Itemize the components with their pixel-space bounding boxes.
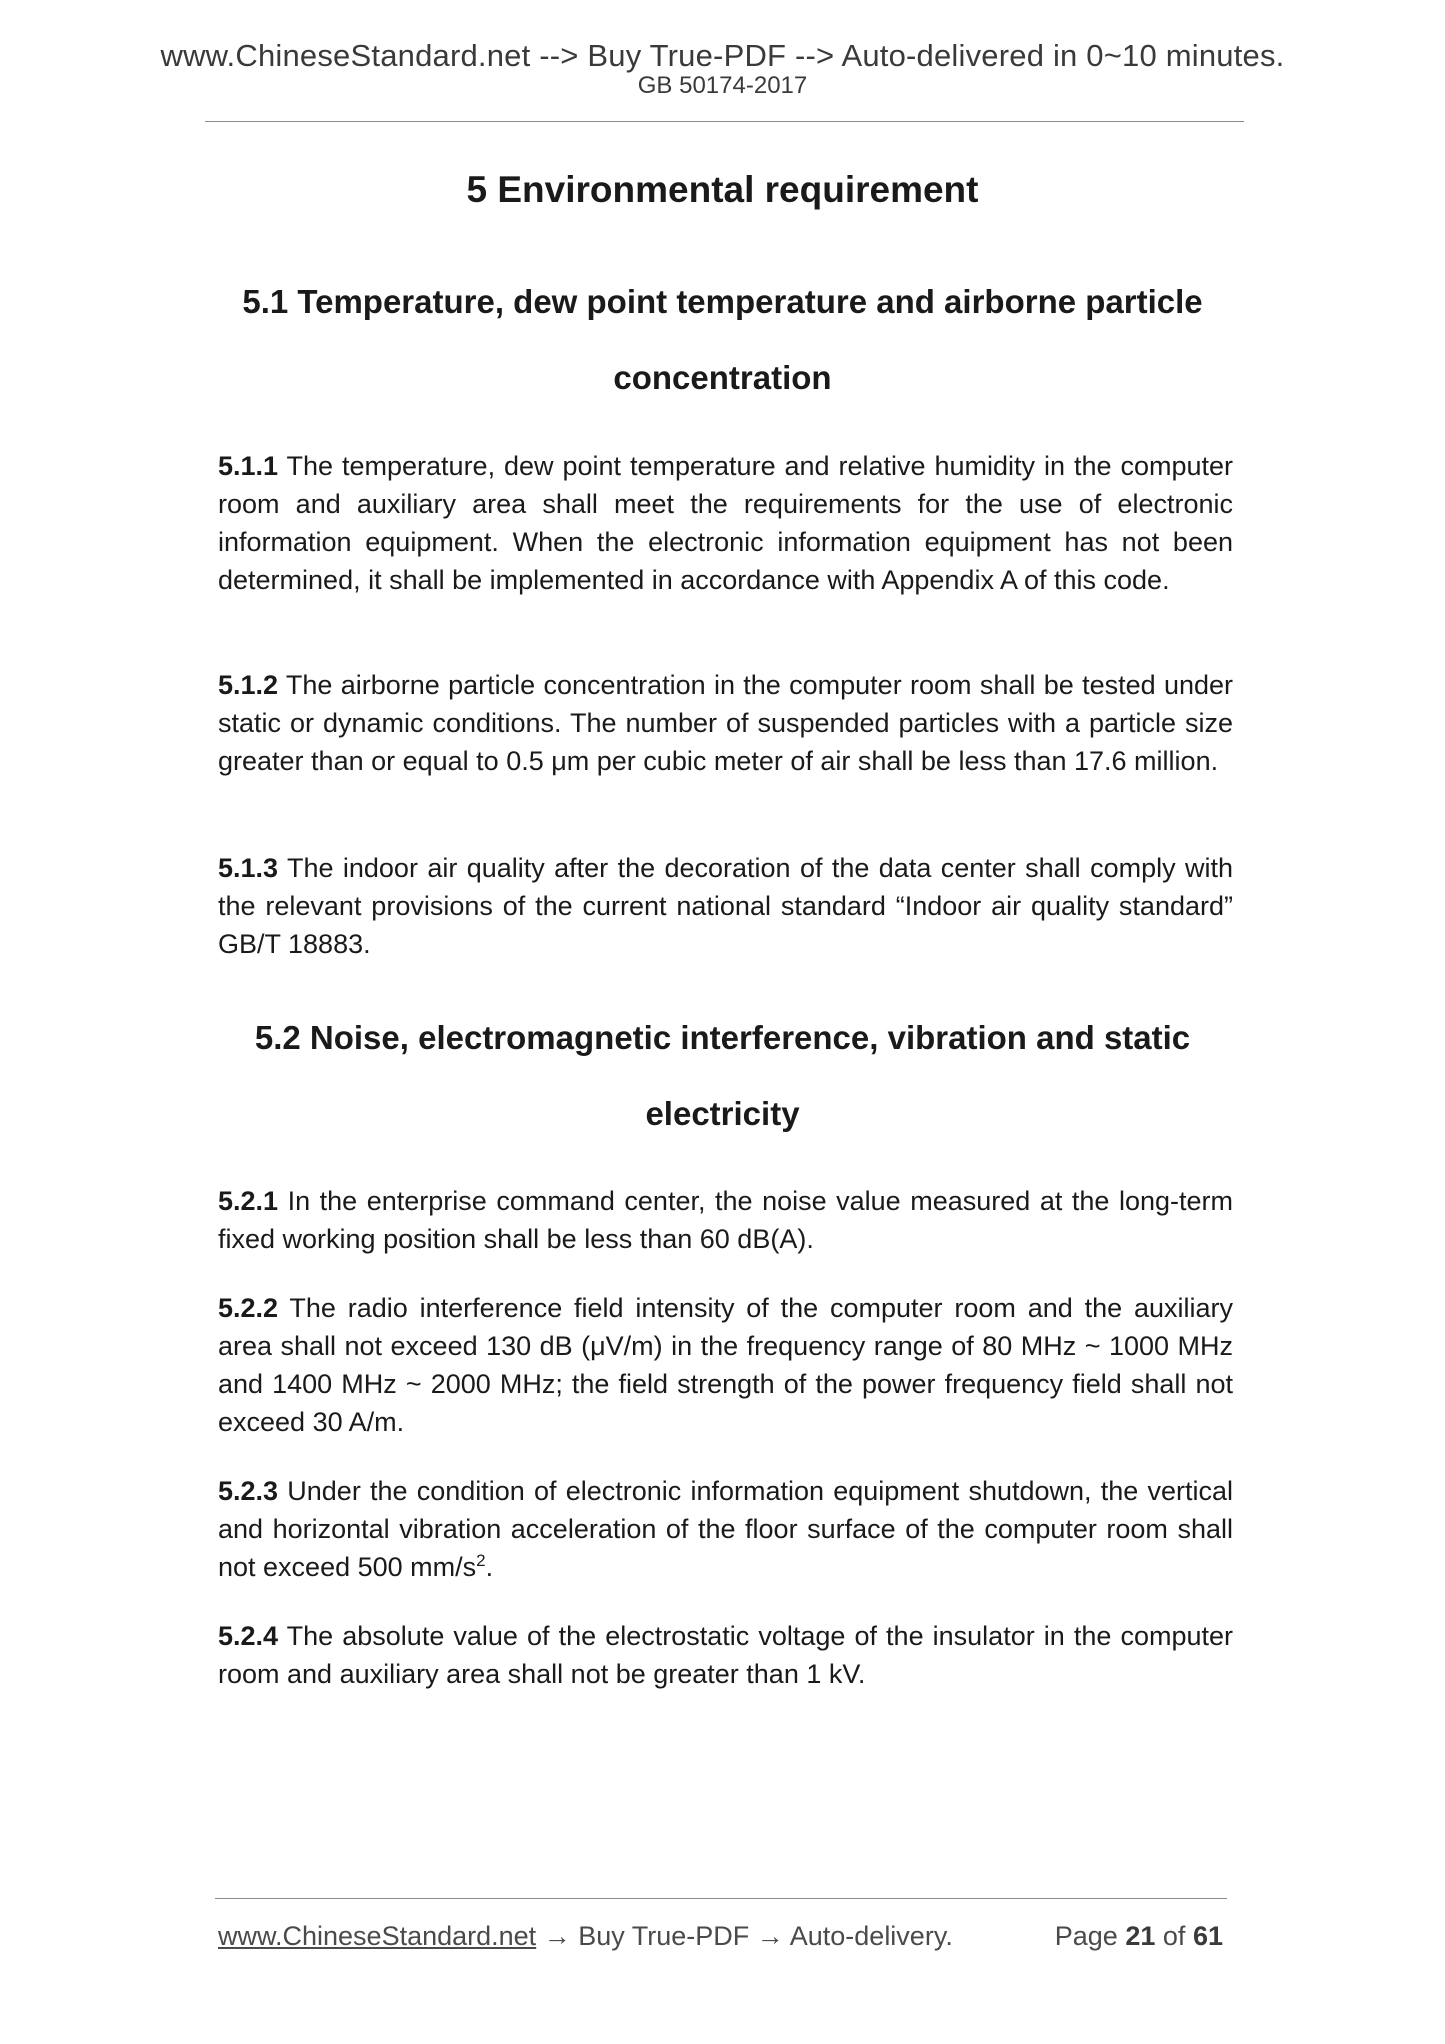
clause-number: 5.1.1 xyxy=(218,451,279,481)
clause-text: Under the condition of electronic information equipment shutdown, the vertical and horizontal vibration acceleration of the floor surface of the computer room shall not exceed 500 mm/s xyxy=(218,1476,1233,1582)
page-label: Page xyxy=(1054,1921,1118,1951)
clause-text: The temperature, dew point temperature and relative humidity in the computer room and auxiliary area shall meet the requirements for the use of electronic information equipment. When the electronic information equipment has not been determined, it shall be implemented in accordance with Appendix A of this code. xyxy=(218,451,1233,595)
footer-divider xyxy=(215,1898,1227,1899)
page-total: 61 xyxy=(1192,1921,1223,1951)
clause-5-1-3 xyxy=(218,849,1233,963)
clause-text-end: . xyxy=(485,1552,494,1582)
clause-text: The radio interference field intensity of the computer room and the auxiliary area shall not exceed 130 dB (μV/m) in the frequency range of 80 MHz ~ 1000 MHz and 1400 MHz ~ 2000 MHz; the field strength of the power frequency field shall not exceed 30 A/m. xyxy=(218,1293,1233,1437)
header-banner: www.ChineseStandard.net --> Buy True-PDF --> Auto-delivered in 0~10 minutes. xyxy=(160,38,1285,73)
clause-number: 5.2.3 xyxy=(218,1476,279,1506)
page-indicator xyxy=(1055,1920,1223,1952)
section-title-5-2: 5.2 Noise, electromagnetic interference, vibration and static electricity xyxy=(254,1019,1191,1132)
clause-number: 5.2.2 xyxy=(218,1293,279,1323)
clause-number: 5.1.3 xyxy=(218,853,279,883)
clause-5-1-2 xyxy=(218,666,1233,780)
clause-5-2-1 xyxy=(218,1182,1233,1258)
clause-text: The indoor air quality after the decoration of the data center shall comply with the relevant provisions of the current national standard “Indoor air quality standard” GB/T 18883. xyxy=(218,853,1233,959)
clause-number: 5.2.1 xyxy=(218,1186,279,1216)
clause-5-2-3 xyxy=(218,1472,1233,1586)
chapter-title: 5 Environmental requirement xyxy=(466,169,979,210)
footer-tagline: → Buy True-PDF → Auto-delivery. xyxy=(536,1921,953,1951)
clause-5-2-4 xyxy=(218,1617,1233,1693)
clause-text: The absolute value of the electrostatic voltage of the insulator in the computer room and auxiliary area shall not be greater than 1 kV. xyxy=(218,1621,1234,1689)
clause-number: 5.2.4 xyxy=(218,1621,279,1651)
superscript: 2 xyxy=(476,1551,486,1570)
clause-5-1-1 xyxy=(218,447,1233,599)
clause-5-2-2 xyxy=(218,1289,1233,1441)
document-number: GB 50174-2017 xyxy=(637,72,808,99)
header-divider xyxy=(205,121,1244,122)
clause-text: In the enterprise command center, the noise value measured at the long-term fixed working position shall be less than 60 dB(A). xyxy=(218,1186,1233,1254)
clause-text: The airborne particle concentration in the computer room shall be tested under static or dynamic conditions. The number of suspended particles with a particle size greater than or equal to 0.5 μm per cubic meter of air shall be less than 17.6 million. xyxy=(218,670,1233,776)
page-current: 21 xyxy=(1125,1921,1156,1951)
site-link[interactable]: www.ChineseStandard.net xyxy=(218,1921,537,1951)
footer-promo xyxy=(218,1920,953,1952)
page-of: of xyxy=(1162,1921,1186,1951)
section-title-5-1: 5.1 Temperature, dew point temperature and airborne particle concentration xyxy=(242,283,1203,396)
clause-number: 5.1.2 xyxy=(218,670,279,700)
